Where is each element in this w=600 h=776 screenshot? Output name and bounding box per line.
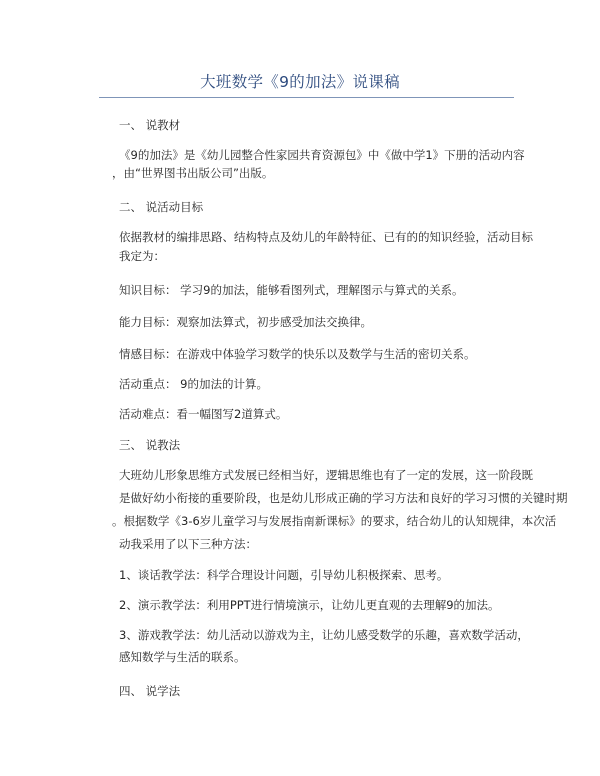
paragraph-line: 。根据数学《3-6岁儿童学习与发展指南新课标》的要求，结合幼儿的认知规律，本次活 (112, 514, 557, 528)
paragraph-line: 依据教材的编排思路、结构特点及幼儿的年龄特征、已有的的知识经验，活动目标 (119, 230, 533, 244)
paragraph-line: 感知数学与生活的联系。 (119, 650, 246, 664)
paragraph-line: 知识目标： 学习9的加法，能够看图列式，理解图示与算式的关系。 (119, 283, 464, 297)
paragraph-line: 活动难点：看一幅图写2道算式。 (119, 407, 288, 421)
paragraph-line: 大班幼儿形象思维方式发展已经相当好，逻辑思维也有了一定的发展，这一阶段既 (119, 468, 533, 482)
paragraph-line: 我定为： (119, 249, 165, 263)
paragraph-line: ，由“世界图书出版公司”出版。 (112, 166, 274, 180)
document-title: 大班数学《9的加法》说课稿 (200, 73, 400, 91)
paragraph-line: 《9的加法》是《幼儿园整合性家园共育资源包》中《做中学1》下册的活动内容 (119, 148, 525, 162)
section-heading: 二、 说活动目标 (119, 200, 204, 214)
paragraph-line: 动我采用了以下三种方法： (119, 537, 257, 551)
paragraph-line: 是做好幼小衔接的重要阶段，也是幼儿形成正确的学习方法和良好的学习习惯的关键时期 (119, 491, 568, 505)
section-heading: 一、 说教材 (119, 118, 181, 132)
section-heading: 四、 说学法 (119, 684, 181, 698)
title-underline (99, 97, 514, 98)
paragraph-line: 能力目标：观察加法算式，初步感受加法交换律。 (119, 315, 372, 329)
paragraph-line: 情感目标：在游戏中体验学习数学的快乐以及数学与生活的密切关系。 (119, 347, 476, 361)
section-heading: 三、 说教法 (119, 438, 181, 452)
paragraph-line: 2、演示教学法：利用PPT进行情境演示，让幼儿更直观的去理解9的加法。 (119, 598, 500, 612)
paragraph-line: 活动重点： 9的加法的计算。 (119, 377, 268, 391)
paragraph-line: 3、游戏教学法：幼儿活动以游戏为主，让幼儿感受数学的乐趣，喜欢数学活动， (119, 628, 529, 642)
paragraph-line: 1、谈话教学法：科学合理设计问题，引导幼儿积极探索、思考。 (119, 568, 449, 582)
